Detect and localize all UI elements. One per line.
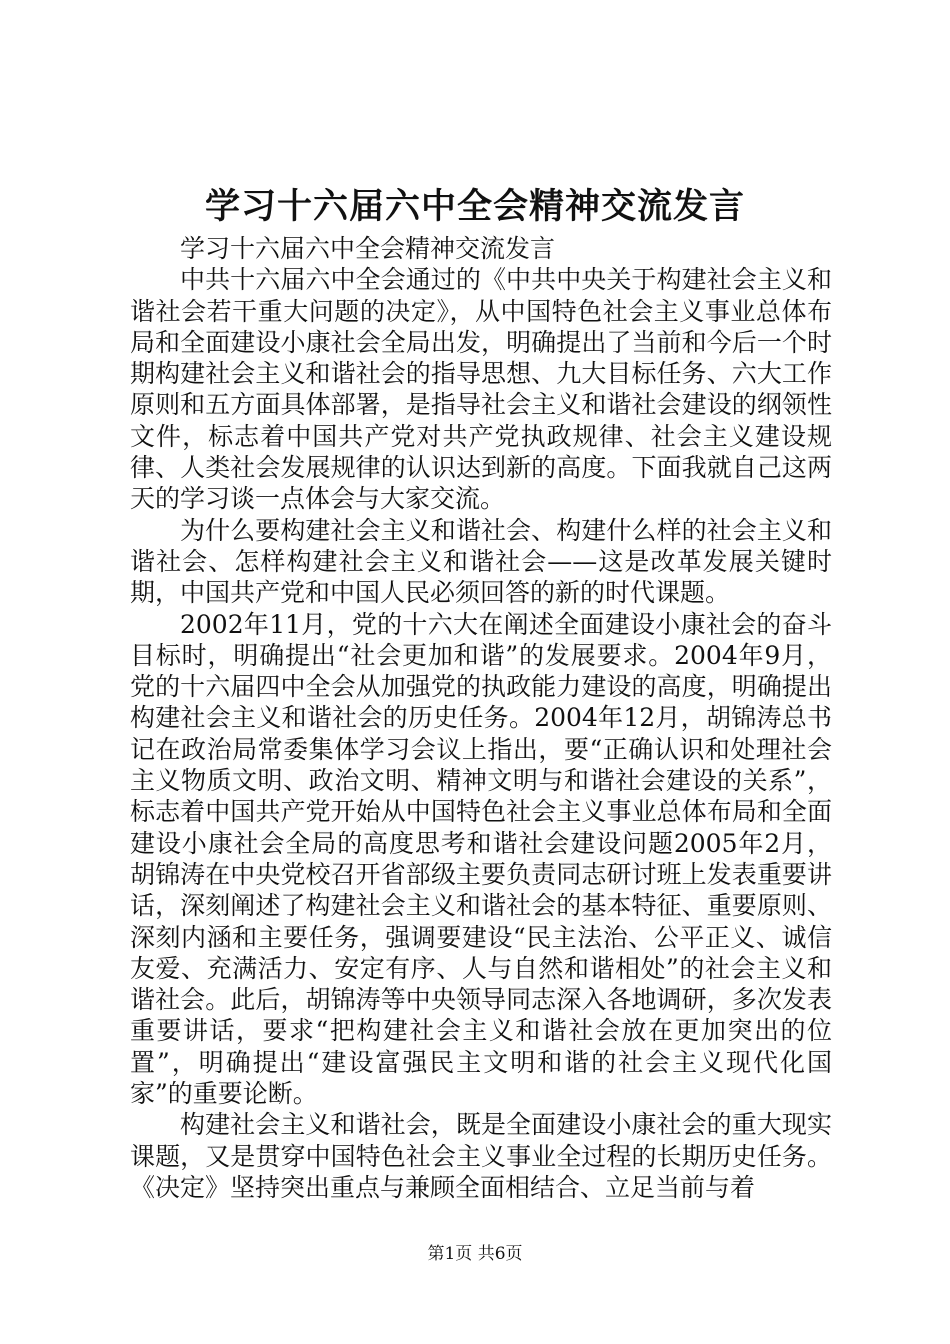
document-body bbox=[130, 233, 832, 1203]
paragraph-history: 2002年11月，党的十六大在阐述全面建设小康社会的奋斗目标时，明确提出“社会更加和谐”的发展要求。2004年9月，党的十六届四中全会从加强党的执政能力建设的高度，明确提出构建社会主义和谐社会的历史任务。2004年12月，胡锦涛总书记在政治局常委集体学习会议上指出，要“正确认识和处理社会主义物质文明、政治文明、精神文明与和谐社会建设的关系”，标志着中国共产党开始从中国特色社会主义事业总体布局和全面建设小康社会全局的高度思考和谐社会建设问题2005年2月，胡锦涛在中央党校召开省部级主要负责同志研讨班上发表重要讲话，深刻阐述了构建社会主义和谐社会的基本特征、重要原则、深刻内涵和主要任务，强调要建设“民主法治、公平正义、诚信友爱、充满活力、安定有序、人与自然和谐相处”的社会主义和谐社会。此后，胡锦涛等中央领导同志深入各地调研，多次发表重要讲话，要求“把构建社会主义和谐社会放在更加突出的位置”，明确提出“建设富强民主文明和谐的社会主义现代化国家”的重要论断。 bbox=[130, 609, 832, 1109]
paragraph-intro: 中共十六届六中全会通过的《中共中央关于构建社会主义和谐社会若干重大问题的决定》，从中国特色社会主义事业总体布局和全面建设小康社会全局出发，明确提出了当前和今后一个时期构建社会主义和谐社会的指导思想、九大目标任务、六大工作原则和五方面具体部署，是指导社会主义和谐社会建设的纲领性文件，标志着中国共产党对共产党执政规律、社会主义建设规律、人类社会发展规律的认识达到新的高度。下面我就自己这两天的学习谈一点体会与大家交流。 bbox=[130, 265, 832, 514]
paragraph-task: 构建社会主义和谐社会，既是全面建设小康社会的重大现实课题，又是贯穿中国特色社会主义事业全过程的长期历史任务。《决定》坚持突出重点与兼顾全面相结合、立足当前与着 bbox=[130, 1110, 832, 1202]
page-number-footer: 第1页 共6页 bbox=[427, 1244, 523, 1264]
subtitle-paragraph: 学习十六届六中全会精神交流发言 bbox=[180, 234, 556, 263]
document-title: 学习十六届六中全会精神交流发言 bbox=[204, 186, 745, 227]
paragraph-questions: 为什么要构建社会主义和谐社会、构建什么样的社会主义和谐社会、怎样构建社会主义和谐社会——这是改革发展关键时期，中国共产党和中国人民必须回答的新的时代课题。 bbox=[130, 515, 832, 608]
